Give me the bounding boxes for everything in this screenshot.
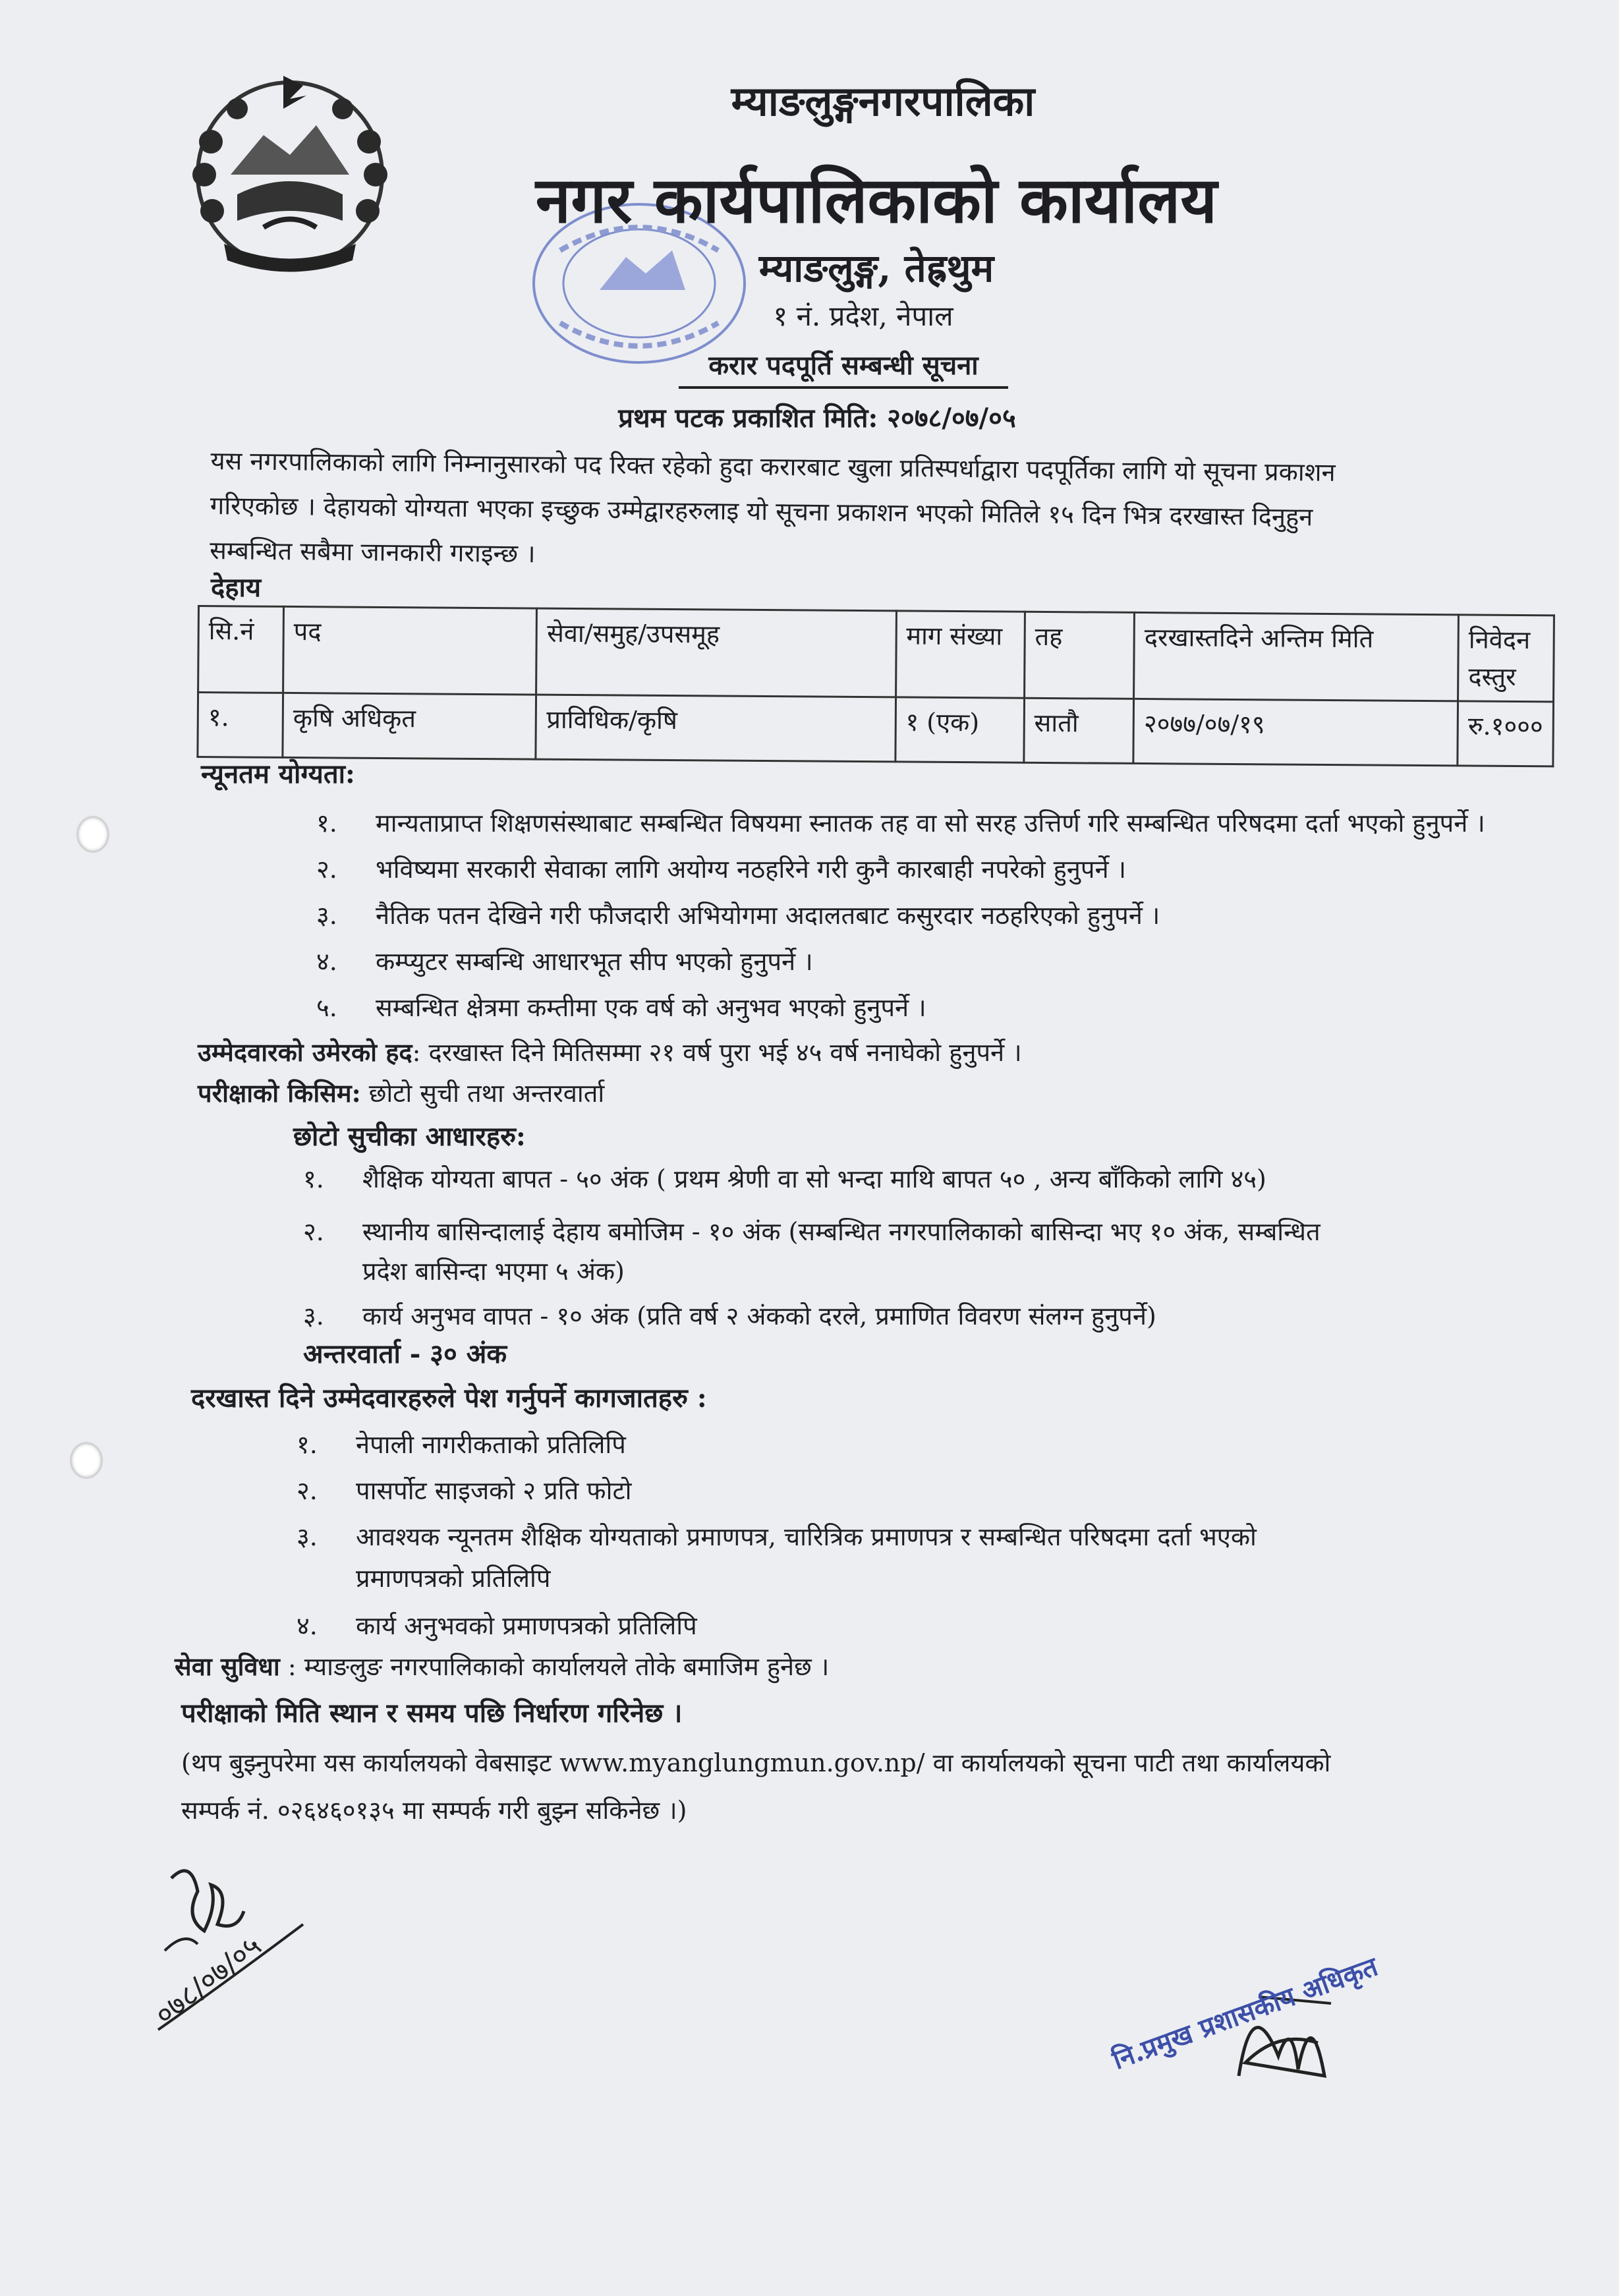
signatory-title: नि.प्रमुख प्रशासकीय अधिकृत (1108, 1951, 1382, 2076)
punch-hole (78, 817, 108, 851)
intro-line: सम्बन्धित सबैमा जानकारी गराइन्छ । (209, 535, 536, 569)
exam-type: परीक्षाको किसिम: छोटो सुची तथा अन्तरवार्ता (198, 1078, 605, 1108)
table-cell: १ (एक) (895, 697, 1025, 762)
table-header-cell: दरखास्तदिने अन्तिम मिति (1134, 612, 1459, 701)
table-cell: सातौ (1024, 698, 1134, 763)
vacancy-table (196, 605, 1555, 767)
table-header-cell: तह (1024, 612, 1134, 699)
table-header-cell: निवेदन दस्तुर (1458, 615, 1554, 702)
table-cell: प्राविधिक/कृषि (536, 695, 895, 762)
province-line: १ नं. प्रदेश, नेपाल (773, 300, 953, 332)
municipality-name: म्याङलुङ्गनगरपालिका (731, 77, 1035, 125)
document-item: १. नेपाली नागरीकताको प्रतिलिपि (297, 1430, 626, 1459)
shortlist-item: प्रदेश बासिन्दा भएमा ५ अंक) (362, 1257, 625, 1286)
document-item: २. पासर्पोट साइजको २ प्रति फोटो (297, 1476, 632, 1505)
notice-title: करार पदपूर्ति सम्बन्धी सूचना (679, 346, 1008, 389)
age-limit: उम्मेदवारको उमेरको हद: दरखास्त दिने मितिसम्मा २१ वर्ष पुरा भई ४५ वर्ष ननाघेको हुनुपर्ने । (198, 1037, 1022, 1067)
intro-line: गरिएकोछ । देहायको योग्यता भएका इच्छुक उम्मेद्वारहरुलाइ यो सूचना प्रकाशन भएको मितिले १५ दिन भित्र दरखास्त दिनुहुन (210, 490, 1313, 532)
intro-paragraph (210, 438, 1463, 586)
handwritten-signature-icon (145, 1852, 343, 2043)
qualification-item: २. भविष्यमा सरकारी सेवाका लागि अयोग्य नठहरिने गरी कुनै कारबाही नपरेको हुनुपर्ने । (316, 855, 1127, 884)
table-header-cell: सि.नं (198, 606, 284, 693)
table-header-cell: पद (283, 606, 537, 695)
document-item: ४. कार्य अनुभवको प्रमाणपत्रको प्रतिलिपि (297, 1611, 697, 1640)
table-header-row (198, 606, 1554, 702)
table-row (198, 693, 1554, 766)
table-cell: रु.१००० (1458, 701, 1554, 766)
table-cell: कृषि अधिकृत (283, 693, 536, 759)
table-cell: २०७७/०७/१९ (1133, 699, 1458, 765)
qualification-label: न्यूनतम योग्यता: (201, 759, 355, 789)
document-item: ३. आवश्यक न्यूनतम शैक्षिक योग्यताको प्रमाणपत्र, चारित्रिक प्रमाणपत्र र सम्बन्धित परिषदमा दर्ता भएको (297, 1522, 1257, 1551)
office-location: म्याङलुङ्ग, तेह्रथुम (758, 246, 994, 291)
footer-line: सम्पर्क नं. ०२६४६०१३५ मा सम्पर्क गरी बुझ्न सकिनेछ ।) (181, 1796, 687, 1825)
qualification-item: ३. नैतिक पतन देखिने गरी फौजदारी अभियोगमा अदालतबाट कसुरदार नठहरिएको हुनुपर्ने । (316, 901, 1160, 930)
punch-hole (71, 1443, 101, 1478)
table-header-cell: माग संख्या (895, 611, 1025, 698)
intro-line: यस नगरपालिकाको लागि निम्नानुसारको पद रिक्त रहेको हुदा करारबाट खुला प्रतिस्पर्धाद्वारा पदपूर्तिका लागि यो सूचना प्रकाशन (210, 445, 1336, 487)
documents-label: दरखास्त दिने उम्मेदवारहरुले पेश गर्नुपर्ने कागजातहरु : (191, 1383, 707, 1414)
service-facility: सेवा सुविधा : म्याङलुङ नगरपालिकाको कार्यालयले तोके बमाजिम हुनेछ । (175, 1651, 830, 1681)
qualification-item: ५. सम्बन्धित क्षेत्रमा कम्तीमा एक वर्ष को अनुभव भएको हुनुपर्ने । (316, 993, 926, 1022)
table-header-cell: सेवा/समुह/उपसमूह (536, 608, 896, 697)
table-cell: १. (198, 693, 283, 758)
shortlist-item: ३. कार्य अनुभव वापत - १० अंक (प्रति वर्ष २ अंकको दरले, प्रमाणित विवरण संलग्न हुनुपर्ने) (303, 1302, 1156, 1331)
shortlist-label: छोटो सुचीका आधारहरु: (293, 1121, 526, 1152)
exam-date-note: परीक्षाको मिति स्थान र समय पछि निर्धारण गरिनेछ । (181, 1698, 683, 1729)
document-item: प्रमाणपत्रको प्रतिलिपि (356, 1564, 551, 1593)
nepal-emblem-icon (185, 63, 395, 280)
publication-date: प्रथम पटक प्रकाशित मिति: २०७८/०७/०५ (618, 403, 1016, 434)
interview-marks: अन्तरवार्ता - ३० अंक (303, 1338, 507, 1369)
shortlist-item: १. शैक्षिक योग्यता बापत - ५० अंक ( प्रथम श्रेणी वा सो भन्दा माथि बापत ५० , अन्य बाँकिको लागि ४५) (303, 1164, 1266, 1193)
footer-line: (थप बुझ्नुपरेमा यस कार्यालयको वेबसाइट www.myanglungmun.gov.np/ वा कार्यालयको सूचना पाटी तथा कार्यालयको (181, 1748, 1331, 1777)
handwritten-date: ०७८/०७/०५ (148, 1928, 268, 2032)
office-title: नगर कार्यपालिकाको कार्यालय (535, 163, 1218, 237)
qualification-item: ४. कम्प्युटर सम्बन्धि आधारभूत सीप भएको हुनुपर्ने । (316, 947, 813, 976)
shortlist-item: २. स्थानीय बासिन्दालाई देहाय बमोजिम - १० अंक (सम्बन्धित नगरपालिकाको बासिन्दा भए १० अंक, सम्बन्धित (303, 1217, 1321, 1246)
qualification-item: १. मान्यताप्राप्त शिक्षणसंस्थाबाट सम्बन्धित विषयमा स्नातक तह वा सो सरह उत्तिर्ण गरि सम्बन्धित परिषदमा दर्ता भएको हुनुपर्ने । (316, 809, 1485, 838)
dehaya-label: देहाय (211, 572, 262, 603)
